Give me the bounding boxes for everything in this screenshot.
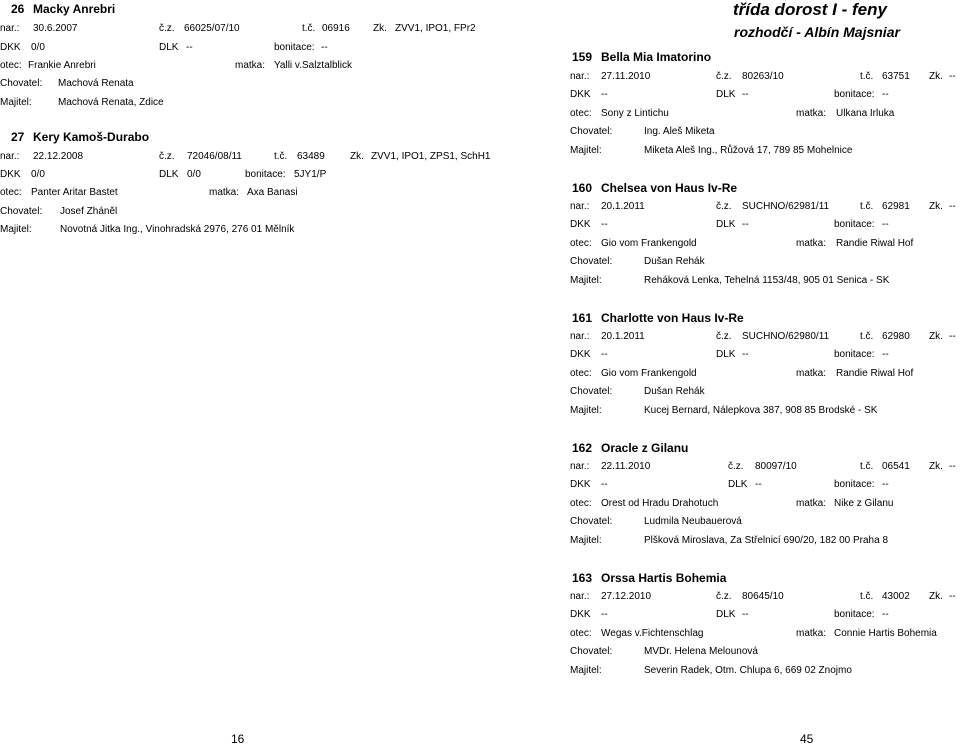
dam-name: Randie Riwal Hof <box>836 238 914 249</box>
dam-label: matka: <box>235 60 266 71</box>
sire-label: otec: <box>0 60 22 71</box>
bonitation-label: bonitace: <box>245 169 286 180</box>
breeder-name: Machová Renata <box>58 78 134 89</box>
dam-name: Ulkana Irluka <box>836 108 895 119</box>
dam-name: Connie Hartis Bohemia <box>834 628 937 639</box>
dog-name: Chelsea von Haus Iv-Re <box>601 181 738 195</box>
bonitation-value: -- <box>882 479 889 490</box>
bonitation-value: -- <box>882 609 889 620</box>
breeder-name: MVDr. Helena Melounová <box>644 646 758 657</box>
breeder-label: Chovatel: <box>0 78 43 89</box>
birth-label: nar.: <box>570 461 590 472</box>
registry-number: 80097/10 <box>755 461 797 472</box>
dkk-value: -- <box>601 89 608 100</box>
exams-label: Zk. <box>929 331 943 342</box>
bonitation-label: bonitace: <box>834 479 875 490</box>
dam-label: matka: <box>796 368 827 379</box>
breeder-name: Dušan Rehák <box>644 256 705 267</box>
dog-name: Orssa Hartis Bohemia <box>601 571 727 585</box>
exams: -- <box>949 201 956 212</box>
bonitation-label: bonitace: <box>834 89 875 100</box>
registry-number: SUCHNO/62980/11 <box>742 331 830 342</box>
dog-name: Bella Mia Imatorino <box>601 50 712 64</box>
tattoo-label: t.č. <box>860 201 874 212</box>
sire-label: otec: <box>0 187 22 198</box>
entry-number: 27 <box>11 130 25 144</box>
dlk-value: -- <box>742 219 749 230</box>
dlk-label: DLK <box>159 169 179 180</box>
dam-label: matka: <box>796 498 827 509</box>
birth-date: 22.11.2010 <box>601 461 651 472</box>
breeder-label: Chovatel: <box>570 386 613 397</box>
tattoo-number: 06916 <box>322 23 350 34</box>
owner-label: Majitel: <box>0 224 32 235</box>
owner-info: Miketa Aleš Ing., Růžová 17, 789 85 Mohelnice <box>644 145 853 156</box>
sire-name: Gio vom Frankengold <box>601 238 697 249</box>
dlk-label: DLK <box>728 479 748 490</box>
tattoo-number: 06541 <box>882 461 910 472</box>
breeder-label: Chovatel: <box>570 256 613 267</box>
exams: -- <box>949 71 956 82</box>
birth-label: nar.: <box>570 331 590 342</box>
entry-number: 162 <box>572 441 593 455</box>
dlk-label: DLK <box>716 609 736 620</box>
exams-label: Zk. <box>929 201 943 212</box>
bonitation-label: bonitace: <box>834 219 875 230</box>
entry-number: 161 <box>572 311 593 325</box>
breeder-label: Chovatel: <box>570 646 613 657</box>
dlk-label: DLK <box>716 219 736 230</box>
birth-date: 30.6.2007 <box>33 23 78 34</box>
exams-label: Zk. <box>929 591 943 602</box>
exams: ZVV1, IPO1, ZPS1, SchH1 <box>371 151 491 162</box>
dlk-value: 0/0 <box>187 169 201 180</box>
birth-date: 22.12.2008 <box>33 151 84 162</box>
dkk-value: -- <box>601 349 608 360</box>
birth-label: nar.: <box>0 151 20 162</box>
dog-name: Macky Anrebri <box>33 2 116 16</box>
dkk-label: DKK <box>570 479 591 490</box>
entry-number: 159 <box>572 50 593 64</box>
birth-date: 20.1.2011 <box>601 201 645 212</box>
bonitation-label: bonitace: <box>274 42 315 53</box>
exams: ZVV1, IPO1, FPr2 <box>395 23 476 34</box>
dam-name: Yalli v.Salztalblick <box>274 60 352 71</box>
birth-date: 27.11.2010 <box>601 71 651 82</box>
registry-label: č.z. <box>716 71 732 82</box>
sire-name: Panter Aritar Bastet <box>31 187 118 198</box>
dam-label: matka: <box>796 628 827 639</box>
dam-label: matka: <box>796 108 827 119</box>
exams: -- <box>949 331 956 342</box>
dkk-value: -- <box>601 479 608 490</box>
tattoo-label: t.č. <box>274 151 288 162</box>
birth-label: nar.: <box>570 591 590 602</box>
birth-label: nar.: <box>570 71 590 82</box>
dam-label: matka: <box>209 187 240 198</box>
breeder-label: Chovatel: <box>0 206 43 217</box>
exams-label: Zk. <box>929 71 943 82</box>
entry-number: 26 <box>11 2 25 16</box>
dkk-value: -- <box>601 219 608 230</box>
dog-name: Charlotte von Haus Iv-Re <box>601 311 744 325</box>
tattoo-label: t.č. <box>302 23 316 34</box>
entry-number: 160 <box>572 181 593 195</box>
sire-name: Sony z Lintichu <box>601 108 669 119</box>
exams-label: Zk. <box>350 151 364 162</box>
dkk-label: DKK <box>0 169 21 180</box>
bonitation-label: bonitace: <box>834 349 875 360</box>
exams-label: Zk. <box>373 23 387 34</box>
dlk-value: -- <box>742 89 749 100</box>
dlk-value: -- <box>742 609 749 620</box>
registry-label: č.z. <box>716 201 732 212</box>
dam-name: Randie Riwal Hof <box>836 368 914 379</box>
tattoo-number: 63751 <box>882 71 910 82</box>
owner-label: Majitel: <box>0 97 32 108</box>
sire-name: Gio vom Frankengold <box>601 368 697 379</box>
dkk-label: DKK <box>0 42 21 53</box>
breeder-name: Ing. Aleš Miketa <box>644 126 715 137</box>
birth-label: nar.: <box>570 201 590 212</box>
birth-date: 27.12.2010 <box>601 591 652 602</box>
bonitation-value: -- <box>321 42 328 53</box>
birth-date: 20.1.2011 <box>601 331 645 342</box>
sire-label: otec: <box>570 368 592 379</box>
sire-label: otec: <box>570 108 592 119</box>
owner-info: Reháková Lenka, Tehelná 1153/48, 905 01 Senica - SK <box>644 275 890 286</box>
dog-name: Oracle z Gilanu <box>601 441 689 455</box>
dkk-label: DKK <box>570 89 591 100</box>
bonitation-label: bonitace: <box>834 609 875 620</box>
bonitation-value: -- <box>882 349 889 360</box>
dkk-value: 0/0 <box>31 169 45 180</box>
tattoo-number: 63489 <box>297 151 325 162</box>
dog-name: Kery Kamoš-Durabo <box>33 130 150 144</box>
bonitation-value: -- <box>882 219 889 230</box>
tattoo-number: 62980 <box>882 331 910 342</box>
exams-label: Zk. <box>929 461 943 472</box>
registry-number: 80263/10 <box>742 71 784 82</box>
registry-label: č.z. <box>716 591 732 602</box>
tattoo-label: t.č. <box>860 331 874 342</box>
tattoo-label: t.č. <box>860 591 874 602</box>
registry-label: č.z. <box>159 151 175 162</box>
bonitation-value: -- <box>882 89 889 100</box>
sire-name: Orest od Hradu Drahotuch <box>601 498 719 509</box>
birth-label: nar.: <box>0 23 20 34</box>
owner-info: Severin Radek, Otm. Chlupa 6, 669 02 Znojmo <box>644 665 852 676</box>
registry-label: č.z. <box>159 23 175 34</box>
breeder-name: Ludmila Neubauerová <box>644 516 742 527</box>
owner-label: Majitel: <box>570 145 602 156</box>
dkk-value: -- <box>601 609 608 620</box>
bonitation-value: 5JY1/P <box>294 169 327 180</box>
dlk-label: DLK <box>159 42 179 53</box>
owner-info: Plšková Miroslava, Za Střelnicí 690/20, 182 00 Praha 8 <box>644 535 889 546</box>
sire-label: otec: <box>570 628 592 639</box>
registry-number: 80645/10 <box>742 591 784 602</box>
owner-info: Machová Renata, Zdice <box>58 97 164 108</box>
dlk-label: DLK <box>716 89 736 100</box>
owner-label: Majitel: <box>570 665 602 676</box>
sire-name: Wegas v.Fichtenschlag <box>601 628 704 639</box>
registry-number: 66025/07/10 <box>184 23 240 34</box>
owner-label: Majitel: <box>570 535 602 546</box>
breeder-label: Chovatel: <box>570 516 613 527</box>
exams: -- <box>949 461 956 472</box>
dam-label: matka: <box>796 238 827 249</box>
dam-name: Axa Banasi <box>247 187 298 198</box>
breeder-name: Dušan Rehák <box>644 386 705 397</box>
class-title: třída dorost I - feny <box>733 0 887 19</box>
page-number-right: 45 <box>800 732 814 746</box>
owner-info: Kucej Bernard, Nálepkova 387, 908 85 Brodské - SK <box>644 405 878 416</box>
dlk-value: -- <box>742 349 749 360</box>
sire-label: otec: <box>570 498 592 509</box>
exams: -- <box>949 591 956 602</box>
dlk-value: -- <box>755 479 762 490</box>
entry-number: 163 <box>572 571 593 585</box>
dkk-label: DKK <box>570 349 591 360</box>
owner-label: Majitel: <box>570 275 602 286</box>
owner-label: Majitel: <box>570 405 602 416</box>
registry-label: č.z. <box>728 461 744 472</box>
sire-label: otec: <box>570 238 592 249</box>
breeder-name: Josef Zháněl <box>60 206 118 217</box>
dkk-label: DKK <box>570 219 591 230</box>
page-number-left: 16 <box>231 732 245 746</box>
dkk-value: 0/0 <box>31 42 45 53</box>
registry-number: 72046/08/11 <box>187 151 242 162</box>
tattoo-label: t.č. <box>860 71 874 82</box>
owner-info: Novotná Jitka Ing., Vinohradská 2976, 276 01 Mělník <box>60 224 295 235</box>
tattoo-number: 62981 <box>882 201 910 212</box>
dam-name: Nike z Gilanu <box>834 498 894 509</box>
sire-name: Frankie Anrebri <box>28 60 96 71</box>
dkk-label: DKK <box>570 609 591 620</box>
tattoo-number: 43002 <box>882 591 910 602</box>
breeder-label: Chovatel: <box>570 126 613 137</box>
dlk-value: -- <box>186 42 193 53</box>
judge-name: rozhodčí - Albín Majsniar <box>734 24 900 40</box>
registry-number: SUCHNO/62981/11 <box>742 201 830 212</box>
dlk-label: DLK <box>716 349 736 360</box>
tattoo-label: t.č. <box>860 461 874 472</box>
registry-label: č.z. <box>716 331 732 342</box>
